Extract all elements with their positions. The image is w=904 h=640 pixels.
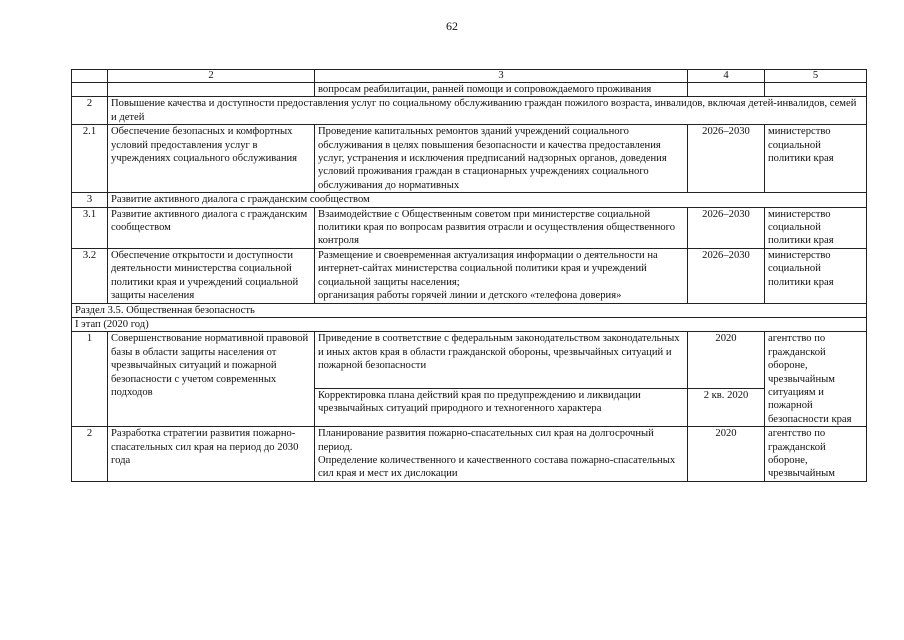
table-row: [72, 248, 867, 303]
cell-measure: Корректировка плана действий края по предупреждению и ликвидации чрезвычайных ситуаций природного и техногенного характера: [315, 388, 688, 426]
cell-executor: министерство социальной политики края: [765, 248, 867, 303]
table-header-row: [72, 70, 867, 83]
cell-period: 2026–2030: [688, 125, 765, 193]
section-title: Раздел 3.5. Общественная безопасность: [72, 303, 867, 317]
cell-measure: Проведение капитальных ремонтов зданий учреждений социального обслуживания в целях повышения безопасности и качества предоставления услуг, устранения и исключения предписаний надзорных органов, доведения условий проживания граждан в стационарных учреждениях социального обслуживания до нормативных: [315, 125, 688, 193]
cell-measure: [315, 248, 688, 303]
section-header-row: [72, 303, 867, 317]
cell-name: Разработка стратегии развития пожарно-спасательных сил края на период до 2030 года: [108, 427, 315, 482]
cell-executor: [765, 83, 867, 97]
cell-measure: вопросам реабилитации, ранней помощи и сопровождаемого проживания: [315, 83, 688, 97]
cell-num: [72, 83, 108, 97]
header-cell-2: 2: [108, 70, 315, 83]
cell-name: Обеспечение открытости и доступности деятельности министерства социальной политики края и учреждений социальной защиты населения: [108, 248, 315, 303]
measure-line: организация работы горячей линии и детского «телефона доверия»: [318, 290, 622, 302]
measure-line: Размещение и своевременная актуализация информации о деятельности на интернет-сайтах министерства социальной политики края и учреждений социальной защиты населения;: [318, 249, 658, 288]
cell-executor: министерство социальной политики края: [765, 207, 867, 248]
table-row: [72, 427, 867, 482]
cell-period: 2026–2030: [688, 248, 765, 303]
header-cell-5: 5: [765, 70, 867, 83]
cell-num: 2: [72, 427, 108, 482]
measure-line: Планирование развития пожарно-спасательных сил края на долгосрочный период.: [318, 428, 654, 453]
measure-line: Определение количественного и качественного состава пожарно-спасательных сил края и мест их дислокации: [318, 454, 676, 480]
cell-num: 3.2: [72, 248, 108, 303]
table-row: [72, 83, 867, 97]
cell-num: 3: [72, 193, 108, 207]
plan-table: [71, 69, 867, 482]
cell-executor: агентство по гражданской обороне, чрезвычайным ситуациям и пожарной безопасности края: [765, 332, 867, 427]
cell-name: Совершенствование нормативной правовой базы в области защиты населения от чрезвычайных ситуаций и пожарной безопасности с учетом современных подходов: [108, 332, 315, 427]
cell-num: 1: [72, 332, 108, 427]
stage-title: I этап (2020 год): [72, 317, 867, 331]
header-cell-1: [72, 70, 108, 83]
stage-row: [72, 317, 867, 331]
table-row: [72, 332, 867, 389]
page-number: 62: [446, 19, 458, 33]
table-row: [72, 125, 867, 193]
cell-period: 2020: [688, 332, 765, 389]
cell-name: [108, 83, 315, 97]
cell-executor: агентство по гражданской обороне, чрезвычайным: [765, 427, 867, 482]
cell-measure: [315, 427, 688, 482]
section-row: [72, 97, 867, 125]
section-title: Развитие активного диалога с гражданским сообществом: [108, 193, 867, 207]
header-cell-4: 4: [688, 70, 765, 83]
cell-executor: министерство социальной политики края: [765, 125, 867, 193]
cell-period: 2026–2030: [688, 207, 765, 248]
cell-period: [688, 83, 765, 97]
cell-period: 2020: [688, 427, 765, 482]
section-title: Повышение качества и доступности предоставления услуг по социальному обслуживанию граждан пожилого возраста, инвалидов, включая детей-инвалидов, семей и детей: [108, 97, 867, 125]
header-cell-3: 3: [315, 70, 688, 83]
table-row: [72, 207, 867, 248]
cell-num: 2: [72, 97, 108, 125]
cell-measure: Приведение в соответствие с федеральным законодательством законодательных и иных актов края в области гражданской обороны, чрезвычайных ситуаций и пожарной безопасности: [315, 332, 688, 389]
cell-name: Обеспечение безопасных и комфортных условий предоставления услуг в учреждениях социального обслуживания: [108, 125, 315, 193]
cell-measure: Взаимодействие с Общественным советом при министерстве социальной политики края по вопросам развития отрасли и осуществления общественного контроля: [315, 207, 688, 248]
cell-num: 2.1: [72, 125, 108, 193]
cell-name: Развитие активного диалога с гражданским сообществом: [108, 207, 315, 248]
cell-period: 2 кв. 2020: [688, 388, 765, 426]
cell-num: 3.1: [72, 207, 108, 248]
section-row: [72, 193, 867, 207]
